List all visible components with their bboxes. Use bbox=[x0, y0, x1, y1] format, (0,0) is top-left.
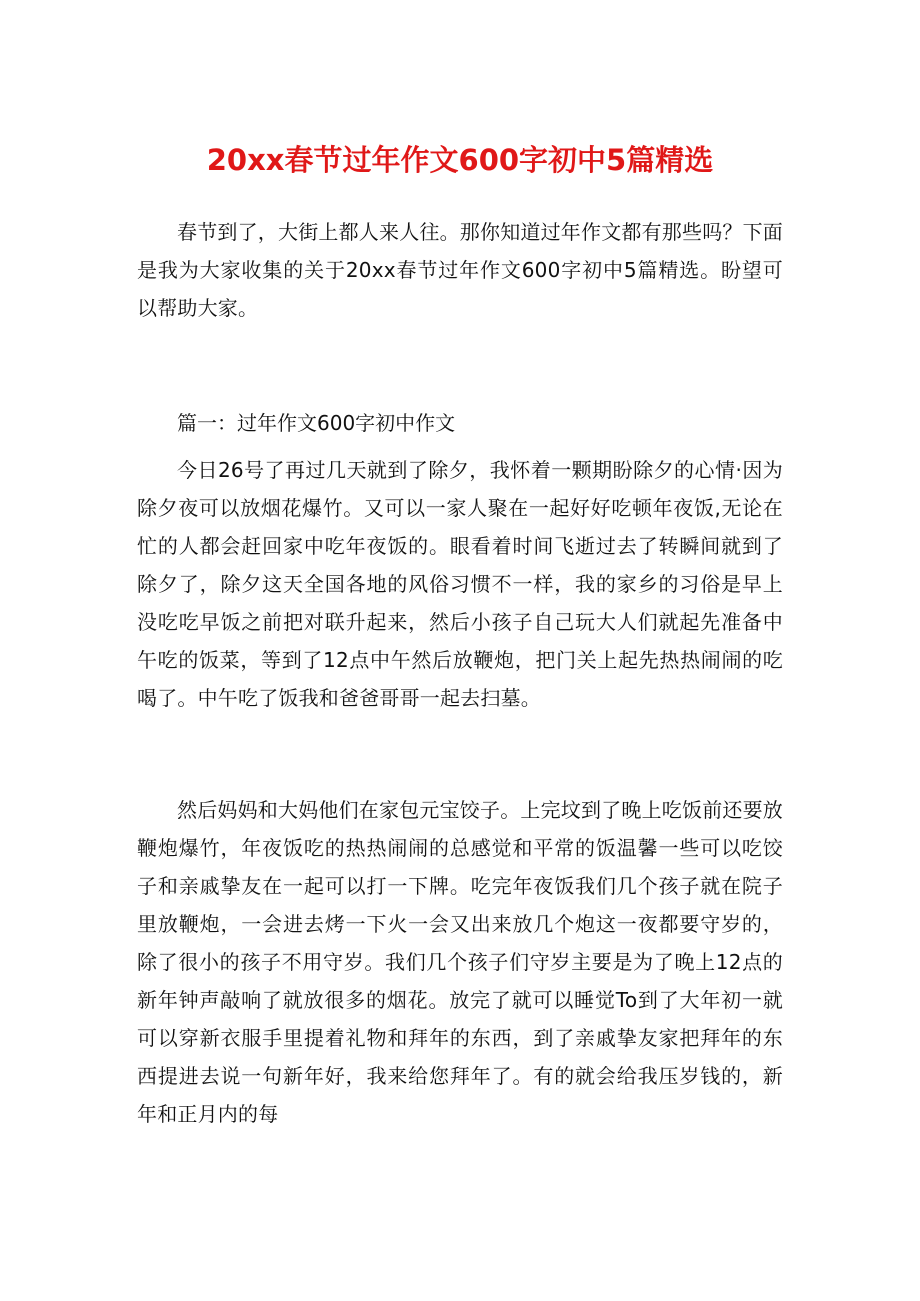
body-paragraph: 然后妈妈和大妈他们在家包元宝饺子。上完坟到了晚上吃饭前还要放鞭炮爆竹，年夜饭吃的热热闹闹的总感觉和平常的饭温馨一些可以吃饺子和亲戚挚友在一起可以打一下牌。吃完年夜饭我们几个孩子就在院子里放鞭炮，一会进去烤一下火一会又出来放几个炮这一夜都要守岁的，除了很小的孩子不用守岁。我们几个孩子们守岁主要是为了晚上12点的新年钟声敲响了就放很多的烟花。放完了就可以睡觉To到了大年初一就可以穿新衣服手里提着礼物和拜年的东西，到了亲戚挚友家把拜年的东西提进去说一句新年好，我来给您拜年了。有的就会给我压岁钱的，新年和正月内的每 bbox=[137, 798, 783, 1126]
body-paragraph: 今日26号了再过几天就到了除夕，我怀着一颗期盼除夕的心情·因为除夕夜可以放烟花爆竹。又可以一家人聚在一起好好吃顿年夜饭,无论在忙的人都会赶回家中吃年夜饭的。眼看着时间飞逝过去了转瞬间就到了除夕了，除夕这天全国各地的风俗习惯不一样，我的家乡的习俗是早上没吃吃早饭之前把对联升起来，然后小孩子自己玩大人们就起先准备中午吃的饭菜，等到了12点中午然后放鞭炮，把门关上起先热热闹闹的吃喝了。中午吃了饭我和爸爸哥哥一起去扫墓。 bbox=[137, 458, 783, 710]
document-title: 20xx春节过年作文600字初中5篇精选 bbox=[206, 143, 714, 177]
intro-paragraph: 春节到了，大街上都人来人往。那你知道过年作文都有那些吗？下面是我为大家收集的关于20xx春节过年作文600字初中5篇精选。盼望可以帮助大家。 bbox=[137, 220, 783, 320]
section-heading: 篇一：过年作文600字初中作文 bbox=[177, 411, 456, 435]
